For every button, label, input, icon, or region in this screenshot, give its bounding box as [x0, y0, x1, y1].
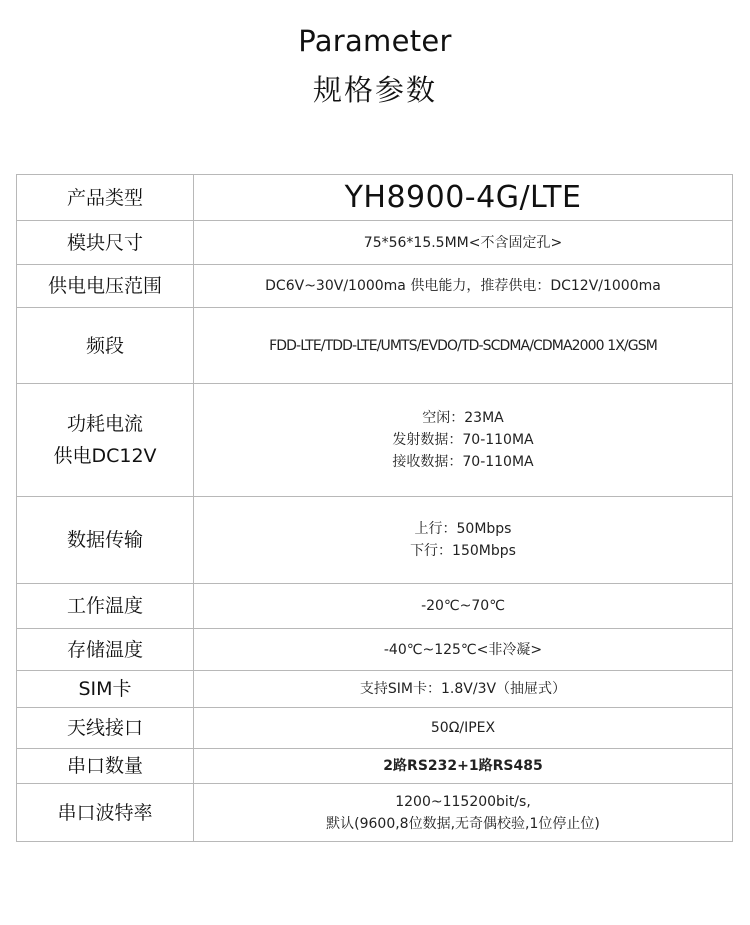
table-row-supply-voltage: [17, 265, 733, 308]
page-title-chinese: 规格参数: [312, 73, 437, 107]
row-label: 频段: [17, 308, 194, 384]
row-value-line: 下行：150Mbps: [410, 543, 516, 559]
row-value: [194, 784, 733, 842]
table-row-baud-rate: [17, 784, 733, 842]
row-label-line: 功耗电流: [66, 413, 143, 435]
row-value-line: YH8900-4G/LTE: [344, 179, 582, 215]
row-label: 存储温度: [17, 629, 194, 671]
row-value: [194, 221, 733, 265]
table-row-antenna-interface: [17, 708, 733, 749]
row-label: 串口数量: [17, 749, 194, 784]
row-value-line: -40℃~125℃<非冷凝>: [383, 641, 543, 658]
row-value-line: 支持SIM卡：1.8V/3V（抽屉式）: [359, 681, 567, 697]
row-label: 产品类型: [17, 175, 194, 221]
row-label: 串口波特率: [17, 784, 194, 842]
page-title-english: Parameter: [298, 24, 452, 58]
row-value-line: 2路RS232+1路RS485: [383, 758, 543, 774]
row-value-line: 默认(9600,8位数据,无奇偶校验,1位停止位): [326, 815, 600, 832]
table-row-frequency-band: [17, 308, 733, 384]
row-label: 供电电压范围: [17, 265, 194, 308]
row-value-line: 上行：50Mbps: [414, 521, 512, 537]
row-value: [194, 629, 733, 671]
row-value: [194, 671, 733, 708]
row-value-line: 75*56*15.5MM<不含固定孔>: [363, 234, 563, 251]
table-row-sim-card: [17, 671, 733, 708]
row-value-line: 1200~115200bit/s,: [395, 793, 531, 810]
row-value: [194, 384, 733, 497]
table-row-power-current: [17, 384, 733, 497]
row-label: [17, 384, 194, 497]
row-value-line: 空闲：23MA: [422, 410, 504, 426]
table-row-operating-temperature: [17, 584, 733, 629]
table-row-data-transfer: [17, 497, 733, 584]
table-row-serial-port-count: [17, 749, 733, 784]
row-value: [194, 265, 733, 308]
row-value: [194, 308, 733, 384]
row-value: [194, 584, 733, 629]
row-label: 模块尺寸: [17, 221, 194, 265]
row-label: 天线接口: [17, 708, 194, 749]
row-value-line: 50Ω/IPEX: [430, 720, 496, 736]
row-value: [194, 708, 733, 749]
row-value-line: 接收数据：70-110MA: [392, 454, 534, 470]
specification-table: [16, 174, 733, 842]
row-label: 工作温度: [17, 584, 194, 629]
row-label: 数据传输: [17, 497, 194, 584]
table-row-product-type: [17, 175, 733, 221]
row-value-line: 发射数据：70-110MA: [392, 432, 534, 448]
row-value-line: -20℃~70℃: [421, 598, 505, 614]
row-label: SIM卡: [17, 671, 194, 708]
row-label-line: 供电DC12V: [53, 445, 157, 467]
product-model-value: [194, 175, 733, 221]
table-row-storage-temperature: [17, 629, 733, 671]
row-value: [194, 497, 733, 584]
row-value-line: DC6V~30V/1000ma 供电能力，推荐供电：DC12V/1000ma: [265, 278, 661, 294]
table-row-module-size: [17, 221, 733, 265]
row-value: [194, 749, 733, 784]
row-value-line: FDD-LTE/TDD-LTE/UMTS/EVDO/TD-SCDMA/CDMA2000 1X/GSM: [269, 337, 657, 354]
